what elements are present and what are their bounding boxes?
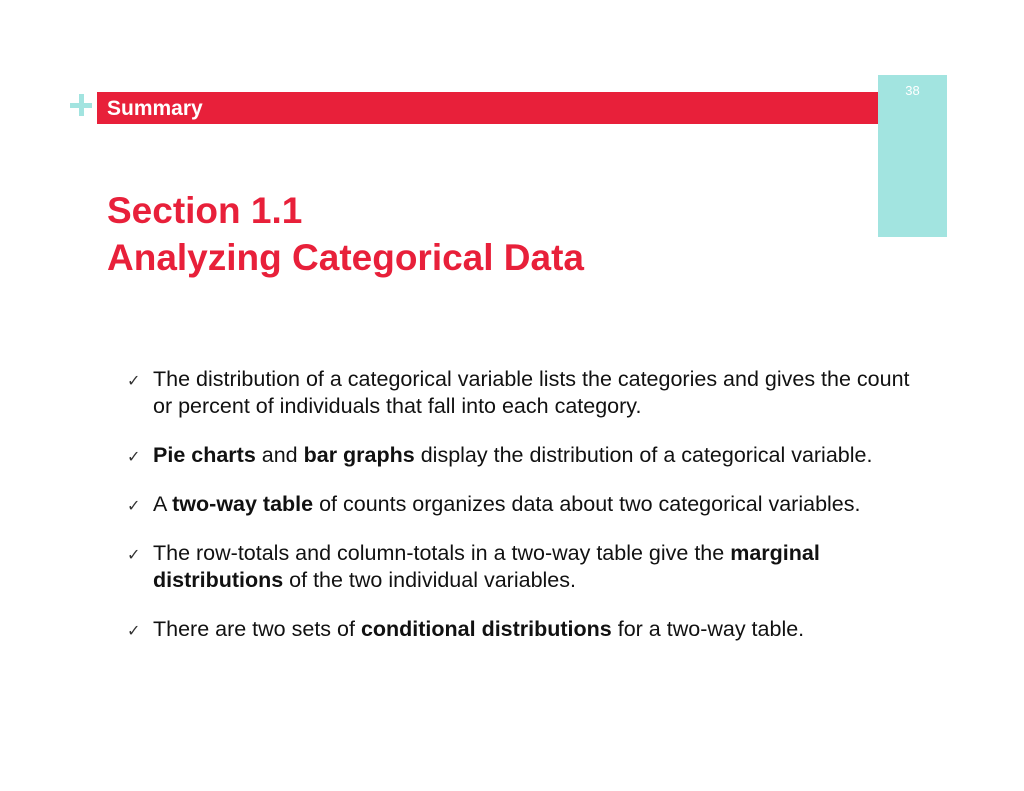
- corner-accent-box: [878, 75, 947, 237]
- bullet-item: [127, 366, 927, 420]
- bullet-term: bar graphs: [303, 443, 415, 467]
- title-line-2: Analyzing Categorical Data: [107, 237, 585, 278]
- check-icon: ✓: [127, 447, 141, 466]
- bullet-text: The row-totals and column-totals in a two-way table give the: [153, 541, 731, 565]
- title-line-1: Section 1.1: [107, 190, 303, 231]
- check-icon: ✓: [127, 545, 141, 564]
- check-icon: ✓: [127, 621, 141, 640]
- bullet-text: and: [255, 443, 304, 467]
- bullet-term: conditional distributions: [360, 617, 612, 641]
- bullet-item: [127, 491, 927, 518]
- bullet-text: of the two individual variables.: [283, 568, 576, 592]
- header-label: Summary: [107, 97, 203, 120]
- bullet-item: [127, 616, 927, 643]
- check-icon: ✓: [127, 496, 141, 515]
- bullet-text: There are two sets of: [153, 617, 361, 641]
- bullet-item: [127, 442, 927, 469]
- bullet-text: for a two-way table.: [611, 617, 805, 641]
- header-banner: [97, 92, 878, 124]
- bullet-text: display the distribution of a categorical variable.: [414, 443, 873, 467]
- bullet-text: of counts organizes data about two categorical variables.: [313, 492, 861, 516]
- bullet-item: [127, 540, 927, 594]
- bullet-text: A: [153, 492, 173, 516]
- page-number: 38: [905, 83, 920, 98]
- bullet-term: marginal distributions: [153, 541, 820, 592]
- bullet-term: two-way table: [172, 492, 314, 516]
- check-icon: ✓: [127, 371, 141, 390]
- slide-title: [107, 187, 584, 281]
- bullet-list: [127, 366, 927, 643]
- bullet-term: Pie charts: [153, 443, 256, 467]
- bullet-text: The distribution of a categorical variable lists the categories and gives the count or percent of individuals that fall into each category.: [153, 367, 910, 418]
- plus-icon: [70, 94, 92, 116]
